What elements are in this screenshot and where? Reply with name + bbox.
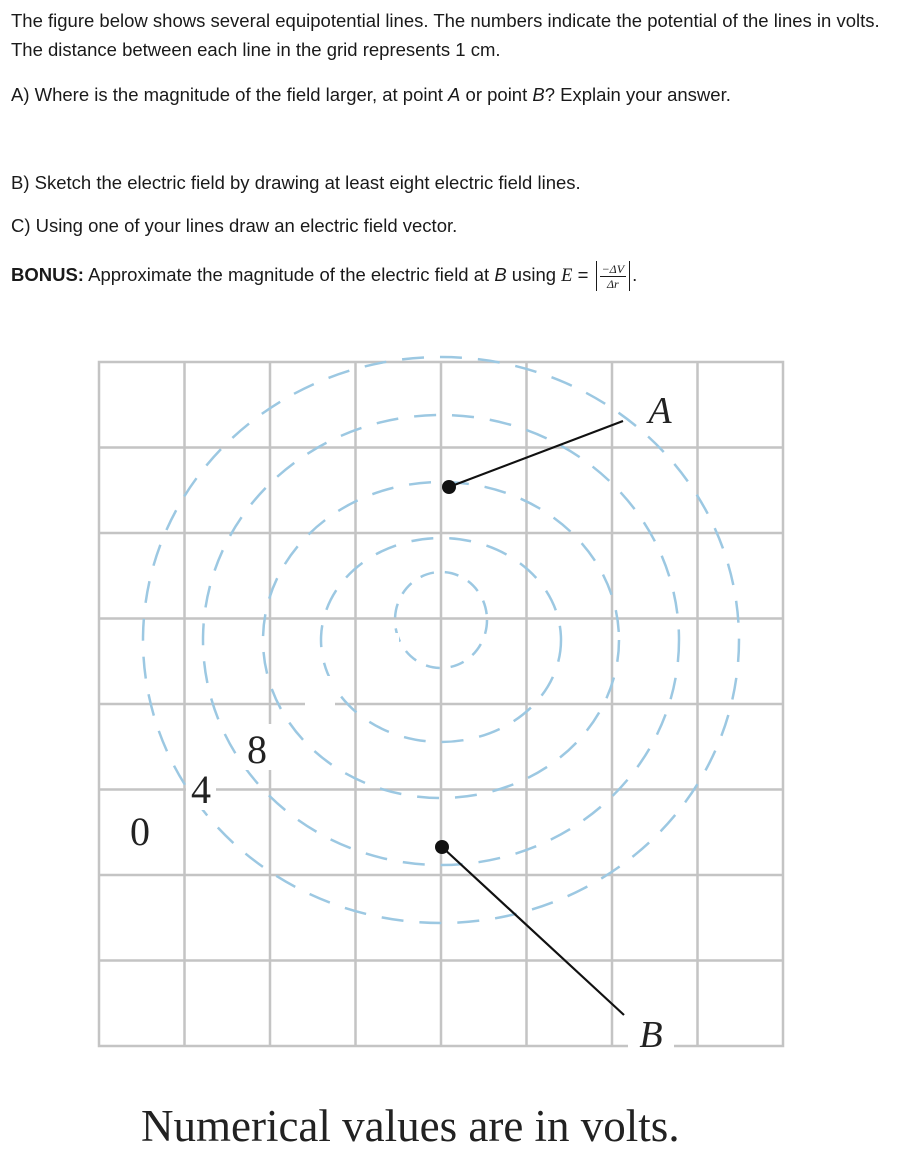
dot-upper xyxy=(442,480,456,494)
part-a-point2: B xyxy=(532,84,545,105)
label-8-bg xyxy=(369,633,399,679)
bonus-text-before: Approximate the magnitude of the electric field at xyxy=(83,264,495,285)
bonus-point: B xyxy=(494,264,507,285)
label-6-bg xyxy=(305,676,335,722)
equipotential-label-2: 4 xyxy=(191,767,211,812)
bonus-label: BONUS: xyxy=(11,264,84,285)
grid xyxy=(99,362,783,1046)
dot-lower xyxy=(435,840,449,854)
formula-numerator: −ΔV xyxy=(601,261,625,276)
part-a-prefix: A) Where is the magnitude of the field larger, at point xyxy=(11,84,449,105)
question-part-c: C) Using one of your lines draw an electric field vector. xyxy=(11,215,458,236)
point-a-label: A xyxy=(648,390,672,432)
formula-lhs: E xyxy=(561,266,573,286)
part-a-suffix: ? Explain your answer. xyxy=(544,84,731,105)
equipotential-label-0: 0 xyxy=(130,809,150,854)
bonus-text-after: using xyxy=(506,264,562,285)
question-intro: The figure below shows several equipotential lines. The numbers indicate the potential of the lines in volts. The distance between each line in the grid represents 1 cm. xyxy=(11,10,880,60)
part-a-point1: A xyxy=(448,84,461,105)
formula-denominator: Δr xyxy=(606,276,619,291)
formula-end: . xyxy=(632,264,638,285)
point-b-label: B xyxy=(639,1014,663,1056)
part-a-middle: or point xyxy=(460,84,533,105)
question-part-b: B) Sketch the electric field by drawing at least eight electric field lines. xyxy=(11,172,581,193)
equipotential-label-4: 8 xyxy=(247,727,267,772)
figure-caption: Numerical values are in volts. xyxy=(141,1101,680,1151)
formula-equals: = xyxy=(577,264,589,285)
